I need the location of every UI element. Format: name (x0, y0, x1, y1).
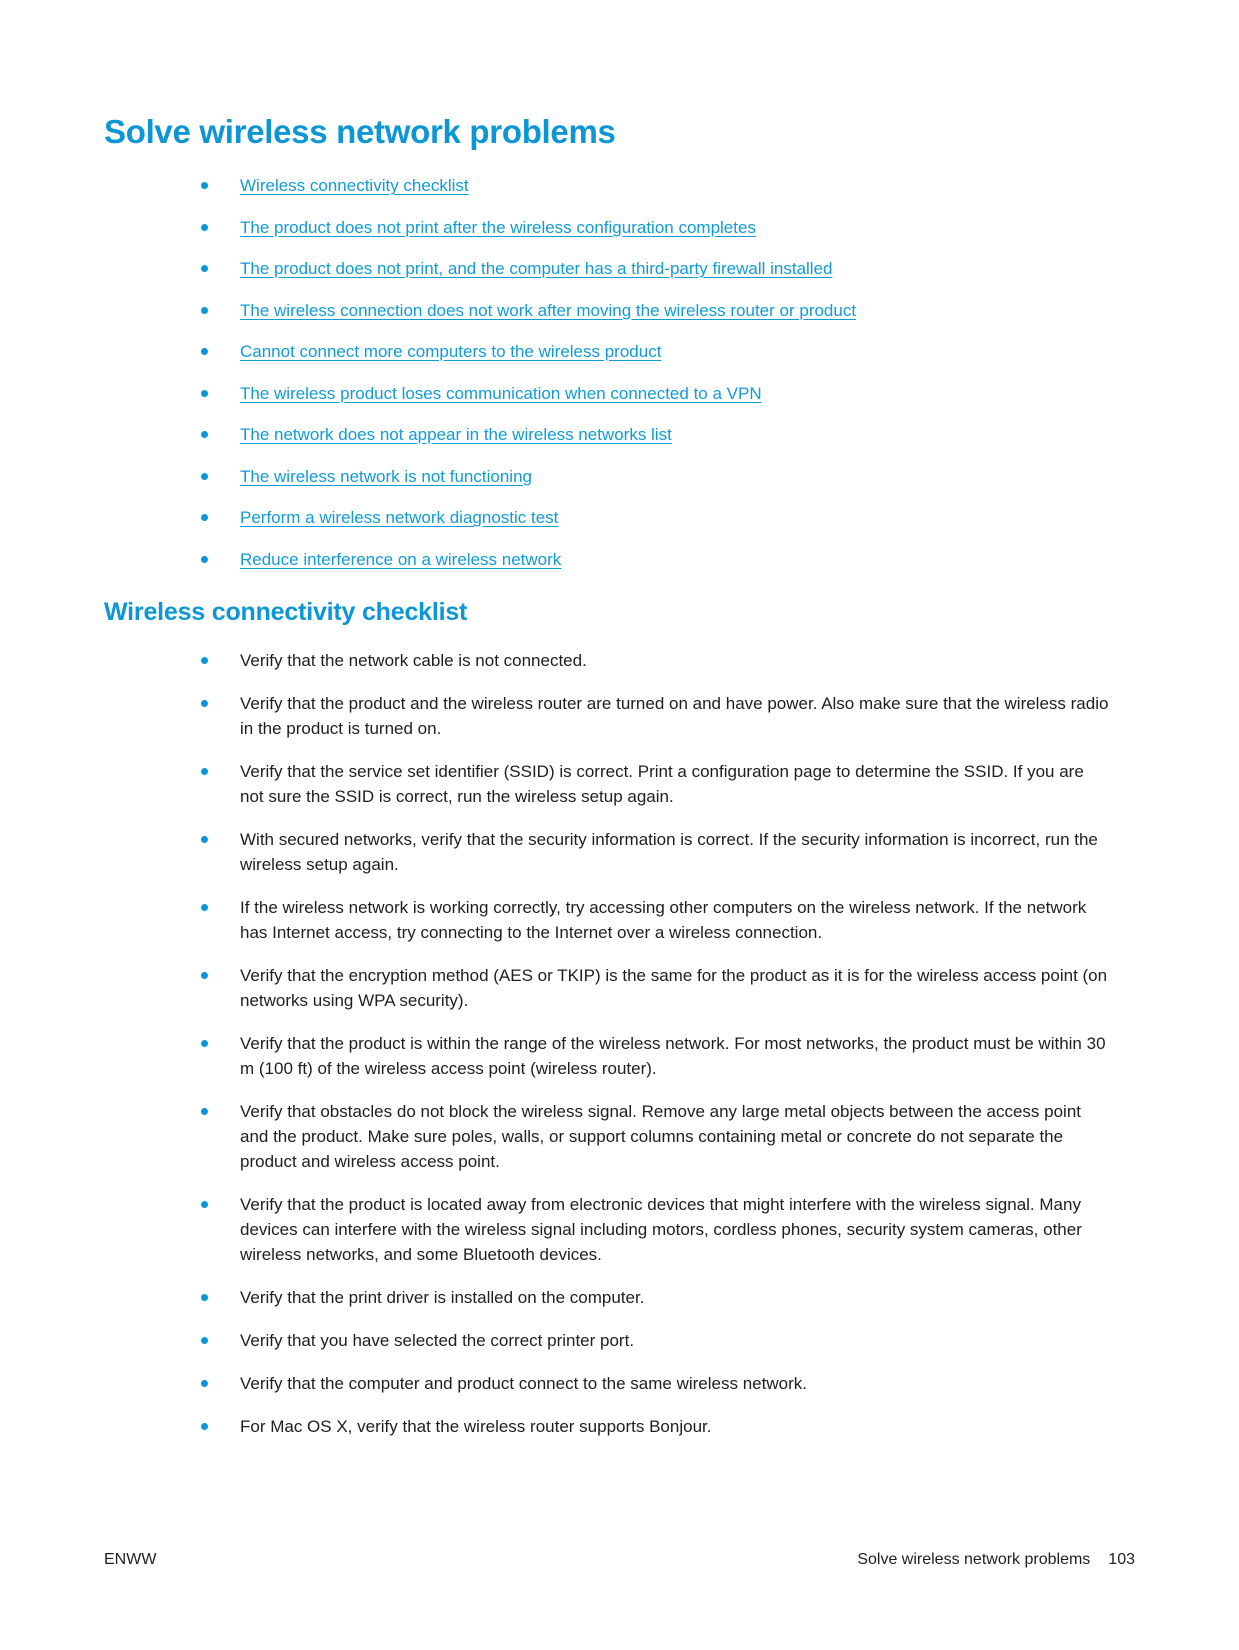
checklist (104, 648, 1135, 1439)
toc-item (104, 258, 1135, 279)
checklist-item (104, 691, 1135, 741)
bullet-icon (201, 1040, 208, 1047)
checklist-item-text: Verify that the product and the wireless router are turned on and have power. Also make sure that the wireless radio in the product is turned on. (240, 693, 1109, 738)
checklist-item-text: Verify that the print driver is installed on the computer. (240, 1287, 645, 1307)
bullet-icon (201, 972, 208, 979)
bullet-icon (201, 556, 208, 563)
checklist-item-text: Verify that the computer and product connect to the same wireless network. (240, 1373, 807, 1393)
toc-link-diagnostic-test[interactable]: Perform a wireless network diagnostic test (240, 508, 559, 527)
toc-link-connectivity-checklist[interactable]: Wireless connectivity checklist (240, 176, 469, 195)
bullet-icon (201, 657, 208, 664)
toc-link-more-computers[interactable]: Cannot connect more computers to the wireless product (240, 342, 662, 361)
checklist-item-text: Verify that you have selected the correct printer port. (240, 1330, 635, 1350)
checklist-item (104, 827, 1135, 877)
checklist-item (104, 648, 1135, 673)
bullet-icon (201, 473, 208, 480)
bullet-icon (201, 1294, 208, 1301)
toc-link-third-party-firewall[interactable]: The product does not print, and the computer has a third-party firewall installed (240, 259, 833, 278)
footer-section-label: Solve wireless network problems (857, 1551, 1091, 1568)
bullet-icon (201, 836, 208, 843)
checklist-item-text: Verify that the product is within the range of the wireless network. For most networks, the product must be within 30 m (100 ft) of the wireless access point (wireless router). (240, 1033, 1106, 1078)
checklist-item (104, 1328, 1135, 1353)
bullet-icon (201, 1337, 208, 1344)
bullet-icon (201, 514, 208, 521)
checklist-item (104, 1371, 1135, 1396)
toc-item (104, 424, 1135, 445)
checklist-item (104, 895, 1135, 945)
checklist-item (104, 1414, 1135, 1439)
checklist-item (104, 1192, 1135, 1267)
checklist-item-text: Verify that the service set identifier (SSID) is correct. Print a configuration page to determine the SSID. If you are not sure the SSID is correct, run the wireless setup again. (240, 761, 1084, 806)
toc-item (104, 466, 1135, 487)
checklist-item (104, 1285, 1135, 1310)
bullet-icon (201, 1201, 208, 1208)
footer-left-label: ENWW (104, 1551, 157, 1568)
page-footer (104, 1551, 1135, 1569)
toc-item (104, 507, 1135, 528)
toc-item (104, 549, 1135, 570)
bullet-icon (201, 904, 208, 911)
bullet-icon (201, 1423, 208, 1430)
toc-item (104, 175, 1135, 196)
bullet-icon (201, 182, 208, 189)
toc-link-not-print-after-config[interactable]: The product does not print after the wireless configuration completes (240, 217, 756, 237)
toc-link-after-moving-router[interactable]: The wireless connection does not work after moving the wireless router or product (240, 300, 857, 320)
toc-item (104, 383, 1135, 404)
bullet-icon (201, 700, 208, 707)
bullet-icon (201, 768, 208, 775)
bullet-icon (201, 1108, 208, 1115)
checklist-item (104, 759, 1135, 809)
toc-link-vpn-communication[interactable]: The wireless product loses communication when connected to a VPN (240, 383, 762, 403)
checklist-item-text: Verify that the encryption method (AES or TKIP) is the same for the product as it is for the wireless access point (on networks using WPA security). (240, 965, 1108, 1010)
footer-page-number: 103 (1108, 1551, 1135, 1568)
bullet-icon (201, 431, 208, 438)
checklist-item (104, 1099, 1135, 1174)
checklist-item-text: If the wireless network is working correctly, try accessing other computers on the wireless network. If the network has Internet access, try connecting to the Internet over a wireless connection. (240, 897, 1087, 942)
checklist-item-text: Verify that the network cable is not connected. (240, 650, 587, 670)
checklist-item-text: For Mac OS X, verify that the wireless router supports Bonjour. (240, 1416, 712, 1436)
bullet-icon (201, 348, 208, 355)
toc-link-network-not-appear[interactable]: The network does not appear in the wireless networks list (240, 425, 672, 444)
toc-link-network-not-functioning[interactable]: The wireless network is not functioning (240, 466, 532, 486)
bullet-icon (201, 307, 208, 314)
section-heading: Wireless connectivity checklist (104, 597, 468, 626)
toc-item (104, 300, 1135, 321)
checklist-item-text: Verify that obstacles do not block the wireless signal. Remove any large metal objects between the access point and the product. Make sure poles, walls, or support columns containing metal or concrete do not separate the product and wireless access point. (240, 1101, 1082, 1171)
checklist-item (104, 963, 1135, 1013)
checklist-item (104, 1031, 1135, 1081)
bullet-icon (201, 224, 208, 231)
checklist-item-text: Verify that the product is located away from electronic devices that might interfere with the wireless signal. Many devices can interfere with the wireless signal including motors, cordless phones, security system cameras, other wireless networks, and some Bluetooth devices. (240, 1194, 1082, 1264)
page-title: Solve wireless network problems (104, 113, 616, 150)
bullet-icon (201, 390, 208, 397)
toc-list (104, 175, 1135, 570)
bullet-icon (201, 1380, 208, 1387)
bullet-icon (201, 265, 208, 272)
toc-item (104, 341, 1135, 362)
toc-item (104, 217, 1135, 238)
toc-link-reduce-interference[interactable]: Reduce interference on a wireless network (240, 549, 562, 569)
checklist-item-text: With secured networks, verify that the security information is correct. If the security information is incorrect, run the wireless setup again. (240, 829, 1098, 874)
